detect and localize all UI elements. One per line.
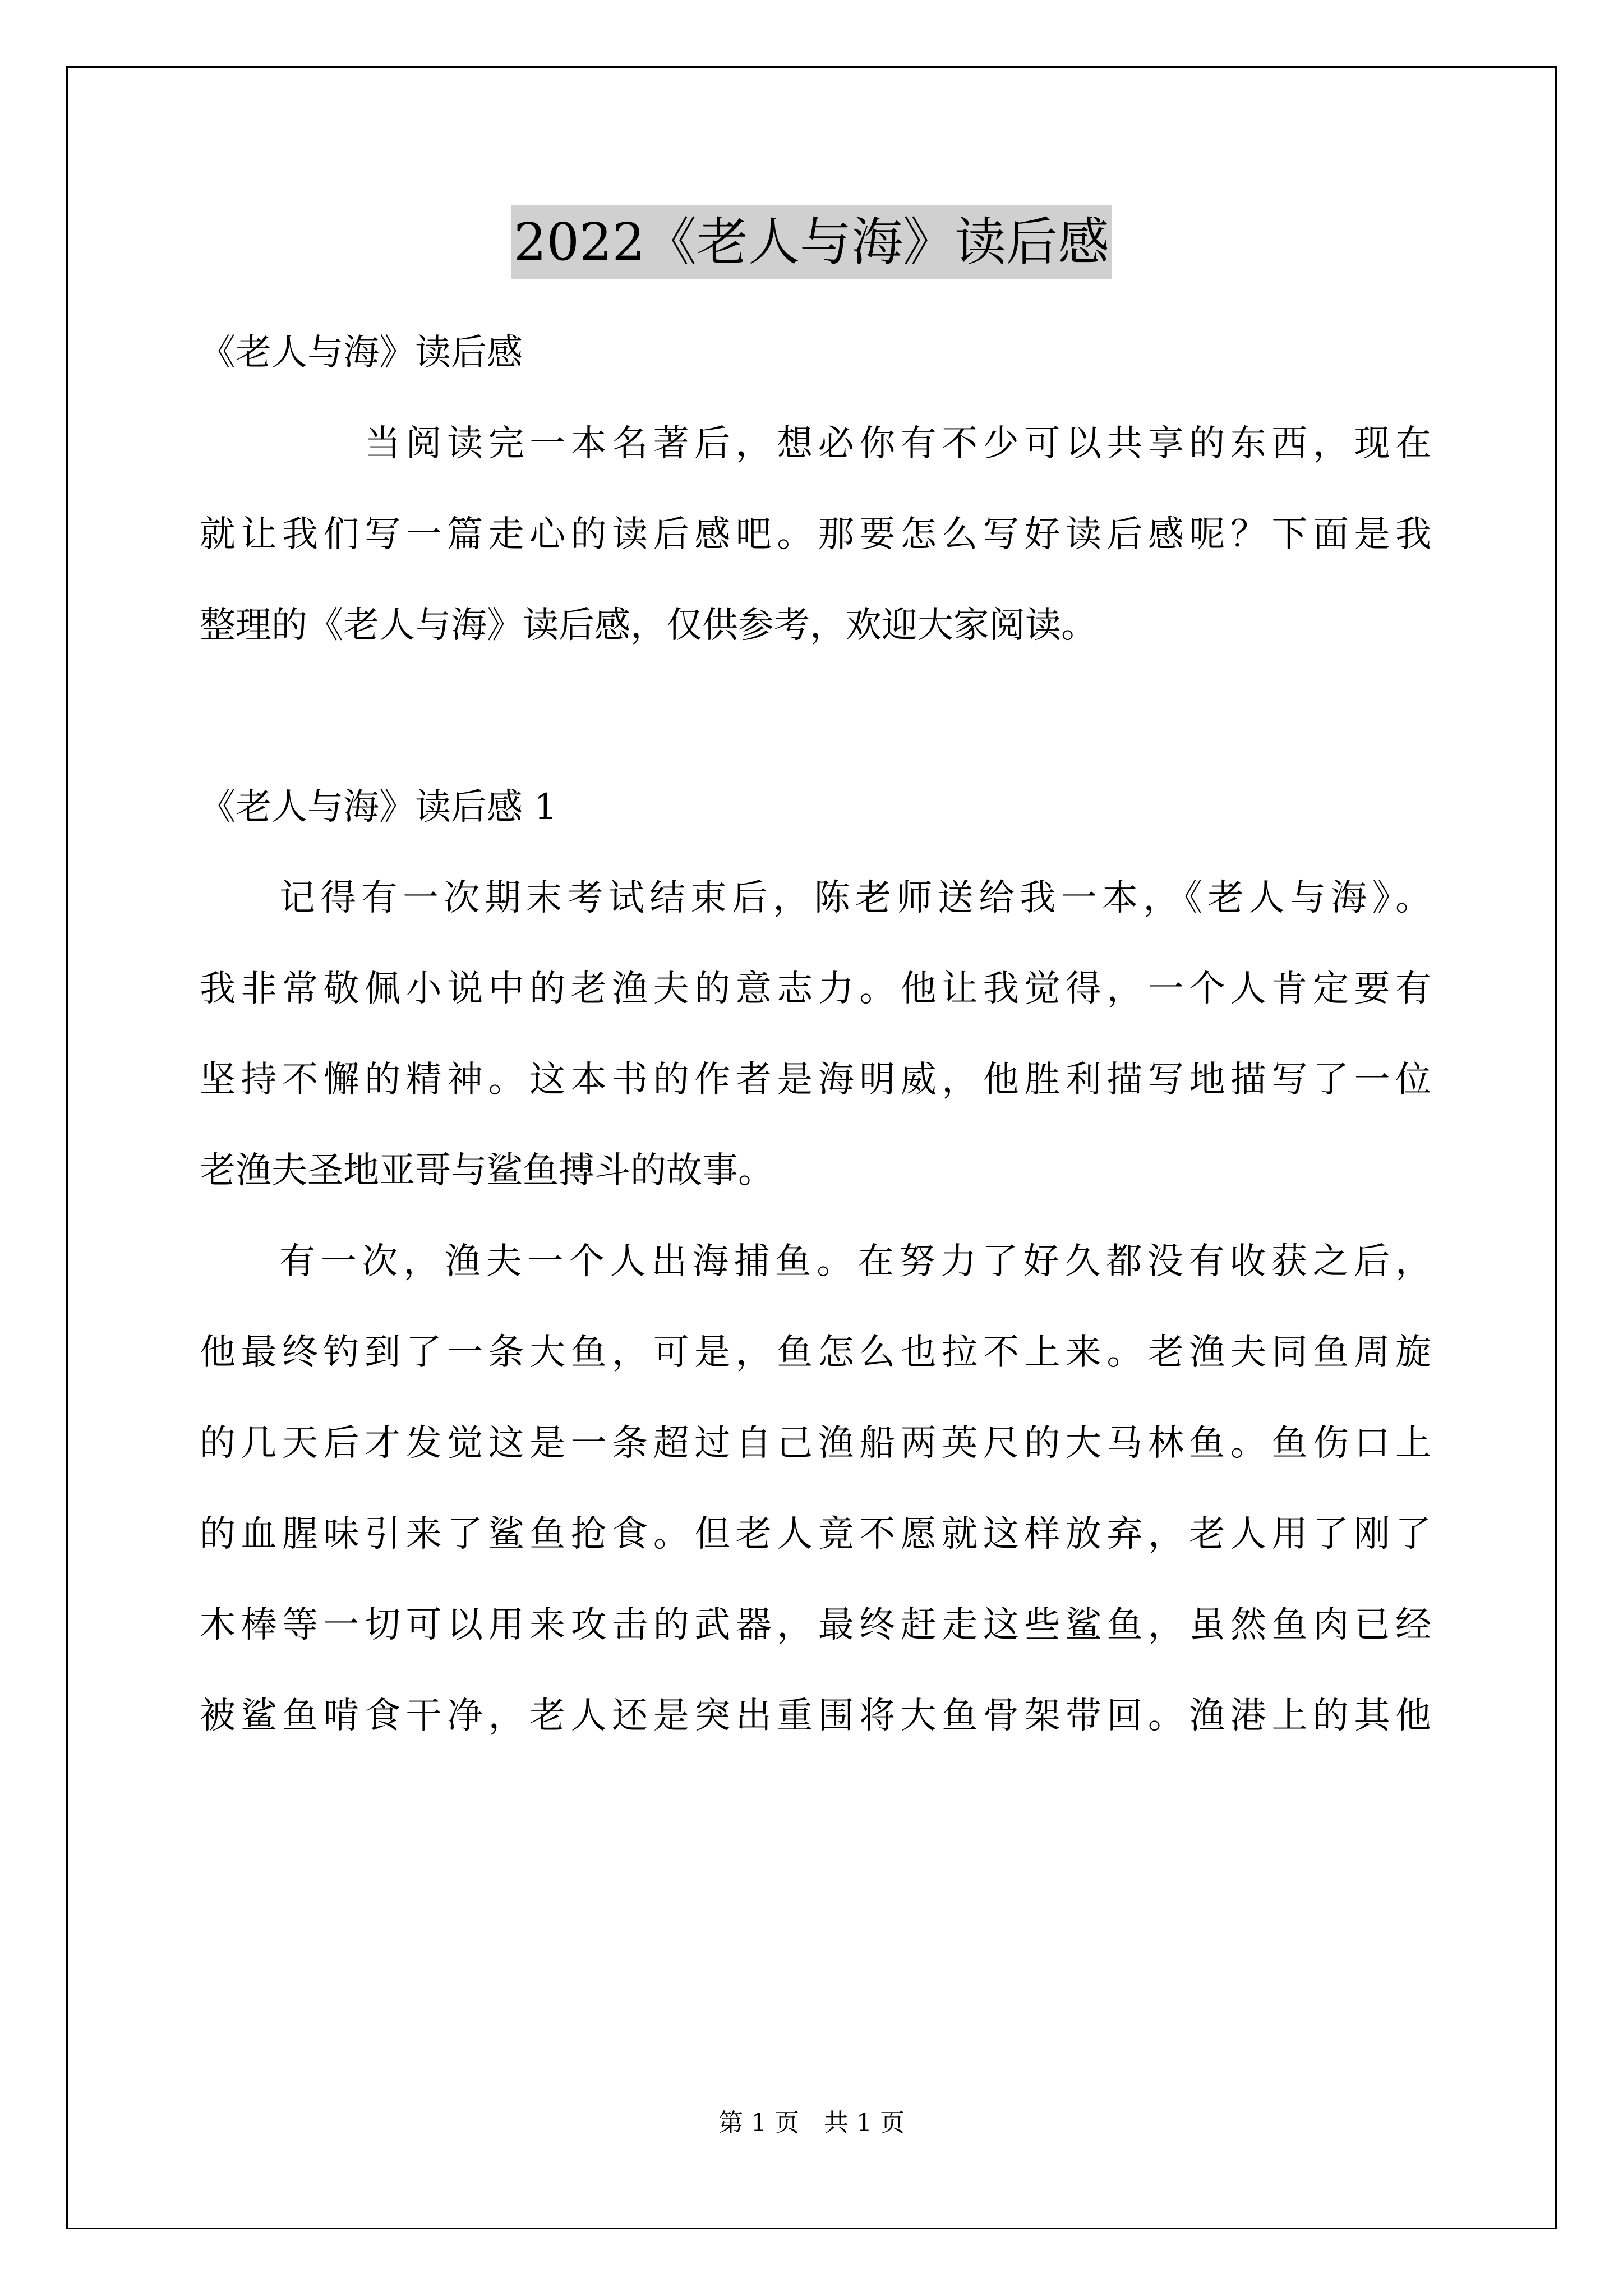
document-title [0,205,1623,279]
paragraph-line: 记得有一次期末考试结束后，陈老师送给我一本，《老人与海》。 [279,877,1431,919]
intro-line: 整理的《老人与海》读后感，仅供参考，欢迎大家阅读。 [200,605,1097,646]
document-title-text: 2022《老人与海》读后感 [511,205,1112,279]
heading: 《老人与海》读后感 [200,332,523,374]
section-heading: 《老人与海》读后感 1 [200,786,557,828]
document-body [200,307,1431,1761]
intro-line: 当阅读完一本名著后，想必你有不少可以共享的东西，现在 [365,423,1431,464]
blank-line [200,671,1431,762]
paragraph-line: 的几天后才发觉这是一条超过自己渔船两英尺的大马林鱼。鱼伤口上 [200,1423,1431,1464]
intro-line: 就让我们写一篇走心的读后感吧。那要怎么写好读后感呢？下面是我 [200,514,1431,555]
paragraph-line: 他最终钓到了一条大鱼，可是，鱼怎么也拉不上来。老渔夫同鱼周旋 [200,1332,1431,1373]
page-footer: 第 1 页 共 1 页 [718,2109,905,2137]
paragraph-line: 被鲨鱼啃食干净，老人还是突出重围将大鱼骨架带回。渔港上的其他 [200,1695,1431,1737]
paragraph-line: 有一次，渔夫一个人出海捕鱼。在努力了好久都没有收获之后， [279,1241,1431,1282]
paragraph-line: 的血腥味引来了鲨鱼抢食。但老人竟不愿就这样放弃，老人用了刚了 [200,1513,1431,1555]
paragraph-line: 坚持不懈的精神。这本书的作者是海明威，他胜利描写地描写了一位 [200,1059,1431,1101]
paragraph-line: 老渔夫圣地亚哥与鲨鱼搏斗的故事。 [200,1150,774,1191]
paragraph-line: 我非常敬佩小说中的老渔夫的意志力。他让我觉得，一个人肯定要有 [200,968,1431,1010]
paragraph-line: 木棒等一切可以用来攻击的武器，最终赶走这些鲨鱼，虽然鱼肉已经 [200,1604,1431,1646]
